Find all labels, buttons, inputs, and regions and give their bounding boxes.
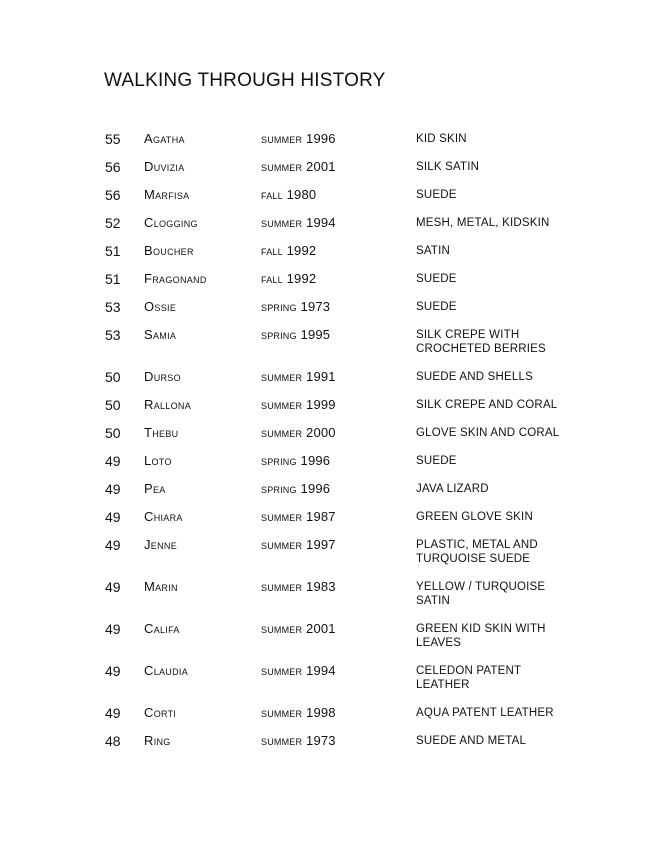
item-material bbox=[416, 216, 581, 230]
item-number: 55 bbox=[105, 131, 121, 147]
item-name: Rallona bbox=[144, 397, 192, 412]
item-name: Marfisa bbox=[144, 187, 190, 202]
material-line: GLOVE SKIN AND CORAL bbox=[416, 427, 560, 439]
item-number: 49 bbox=[105, 705, 121, 721]
material-line: PLASTIC, METAL AND bbox=[416, 539, 538, 551]
item-name: Duvizia bbox=[144, 159, 185, 174]
material-line: SILK SATIN bbox=[416, 161, 480, 173]
item-number: 50 bbox=[105, 425, 121, 441]
list-item bbox=[0, 215, 657, 243]
list-item bbox=[0, 369, 657, 397]
item-material bbox=[416, 706, 581, 720]
item-season: summer 2000 bbox=[261, 425, 336, 440]
list-item bbox=[0, 537, 657, 579]
item-material bbox=[416, 328, 581, 356]
item-season: fall 1992 bbox=[261, 243, 317, 258]
material-line: AQUA PATENT LEATHER bbox=[416, 707, 554, 719]
item-number: 49 bbox=[105, 621, 121, 637]
item-number: 56 bbox=[105, 159, 121, 175]
material-line: CELEDON PATENT bbox=[416, 665, 522, 677]
item-material bbox=[416, 734, 581, 748]
item-name: Clogging bbox=[144, 215, 198, 230]
item-season: summer 1994 bbox=[261, 215, 336, 230]
item-name: Agatha bbox=[144, 131, 185, 146]
item-season: summer 1987 bbox=[261, 509, 336, 524]
material-line: YELLOW / TURQUOISE bbox=[416, 581, 546, 593]
item-material bbox=[416, 160, 581, 174]
item-material bbox=[416, 398, 581, 412]
item-name: Corti bbox=[144, 705, 177, 720]
material-line: SATIN bbox=[416, 595, 451, 607]
item-material bbox=[416, 538, 581, 566]
item-material bbox=[416, 370, 581, 384]
item-number: 49 bbox=[105, 481, 121, 497]
list-item bbox=[0, 397, 657, 425]
item-number: 52 bbox=[105, 215, 121, 231]
list-item bbox=[0, 509, 657, 537]
list-item bbox=[0, 159, 657, 187]
item-material bbox=[416, 664, 581, 692]
item-season: summer 1999 bbox=[261, 397, 336, 412]
item-season: summer 1998 bbox=[261, 705, 336, 720]
material-line: SUEDE AND METAL bbox=[416, 735, 527, 747]
item-season: spring 1995 bbox=[261, 327, 331, 342]
item-name: Durso bbox=[144, 369, 181, 384]
item-material bbox=[416, 244, 581, 258]
material-line: TURQUOISE SUEDE bbox=[416, 553, 531, 565]
item-material bbox=[416, 188, 581, 202]
item-season: spring 1996 bbox=[261, 481, 331, 496]
list-item bbox=[0, 271, 657, 299]
item-name: Loto bbox=[144, 453, 172, 468]
item-season: spring 1973 bbox=[261, 299, 331, 314]
item-season: summer 1994 bbox=[261, 663, 336, 678]
list-item bbox=[0, 327, 657, 369]
material-line: JAVA LIZARD bbox=[416, 483, 489, 495]
list-item bbox=[0, 299, 657, 327]
material-line: KID SKIN bbox=[416, 133, 467, 145]
shoe-list bbox=[0, 131, 657, 761]
item-number: 53 bbox=[105, 299, 121, 315]
item-number: 53 bbox=[105, 327, 121, 343]
item-name: Chiara bbox=[144, 509, 183, 524]
item-number: 49 bbox=[105, 579, 121, 595]
item-number: 49 bbox=[105, 453, 121, 469]
list-item bbox=[0, 425, 657, 453]
item-name: Ring bbox=[144, 733, 171, 748]
item-material bbox=[416, 300, 581, 314]
item-number: 50 bbox=[105, 369, 121, 385]
material-line: GREEN GLOVE SKIN bbox=[416, 511, 533, 523]
item-number: 49 bbox=[105, 509, 121, 525]
material-line: LEATHER bbox=[416, 679, 470, 691]
item-material bbox=[416, 426, 581, 440]
material-line: CROCHETED BERRIES bbox=[416, 343, 546, 355]
material-line: MESH, METAL, KIDSKIN bbox=[416, 217, 550, 229]
item-number: 51 bbox=[105, 271, 121, 287]
item-number: 49 bbox=[105, 663, 121, 679]
item-name: Claudia bbox=[144, 663, 188, 678]
material-line: SUEDE bbox=[416, 301, 457, 313]
item-name: Califa bbox=[144, 621, 180, 636]
item-name: Fragonand bbox=[144, 271, 207, 286]
item-material bbox=[416, 272, 581, 286]
item-season: summer 2001 bbox=[261, 159, 336, 174]
material-line: SUEDE bbox=[416, 455, 457, 467]
material-line: SUEDE bbox=[416, 189, 457, 201]
item-season: summer 1973 bbox=[261, 733, 336, 748]
item-name: Marin bbox=[144, 579, 178, 594]
item-name: Samia bbox=[144, 327, 177, 342]
item-number: 48 bbox=[105, 733, 121, 749]
page-title: WALKING THROUGH HISTORY bbox=[104, 70, 386, 91]
list-item bbox=[0, 733, 657, 761]
material-line: SATIN bbox=[416, 245, 451, 257]
list-item bbox=[0, 187, 657, 215]
item-material bbox=[416, 580, 581, 608]
item-season: summer 1991 bbox=[261, 369, 336, 384]
list-item bbox=[0, 131, 657, 159]
material-line: SUEDE AND SHELLS bbox=[416, 371, 533, 383]
item-material bbox=[416, 482, 581, 496]
list-item bbox=[0, 453, 657, 481]
item-name: Ossie bbox=[144, 299, 177, 314]
item-name: Thebu bbox=[144, 425, 179, 440]
item-season: spring 1996 bbox=[261, 453, 331, 468]
item-name: Boucher bbox=[144, 243, 194, 258]
material-line: SILK CREPE WITH bbox=[416, 329, 520, 341]
item-material bbox=[416, 622, 581, 650]
item-number: 56 bbox=[105, 187, 121, 203]
item-season: summer 1996 bbox=[261, 131, 336, 146]
item-number: 49 bbox=[105, 537, 121, 553]
item-number: 50 bbox=[105, 397, 121, 413]
list-item bbox=[0, 243, 657, 271]
material-line: LEAVES bbox=[416, 637, 462, 649]
item-number: 51 bbox=[105, 243, 121, 259]
item-material bbox=[416, 454, 581, 468]
list-item bbox=[0, 579, 657, 621]
list-item bbox=[0, 663, 657, 705]
material-line: SUEDE bbox=[416, 273, 457, 285]
item-material bbox=[416, 132, 581, 146]
material-line: GREEN KID SKIN WITH bbox=[416, 623, 546, 635]
item-season: fall 1992 bbox=[261, 271, 317, 286]
list-item bbox=[0, 481, 657, 509]
item-season: fall 1980 bbox=[261, 187, 317, 202]
item-name: Pea bbox=[144, 481, 166, 496]
item-season: summer 1983 bbox=[261, 579, 336, 594]
material-line: SILK CREPE AND CORAL bbox=[416, 399, 558, 411]
list-item bbox=[0, 621, 657, 663]
item-name: Jenne bbox=[144, 537, 178, 552]
item-season: summer 2001 bbox=[261, 621, 336, 636]
item-material bbox=[416, 510, 581, 524]
list-item bbox=[0, 705, 657, 733]
item-season: summer 1997 bbox=[261, 537, 336, 552]
